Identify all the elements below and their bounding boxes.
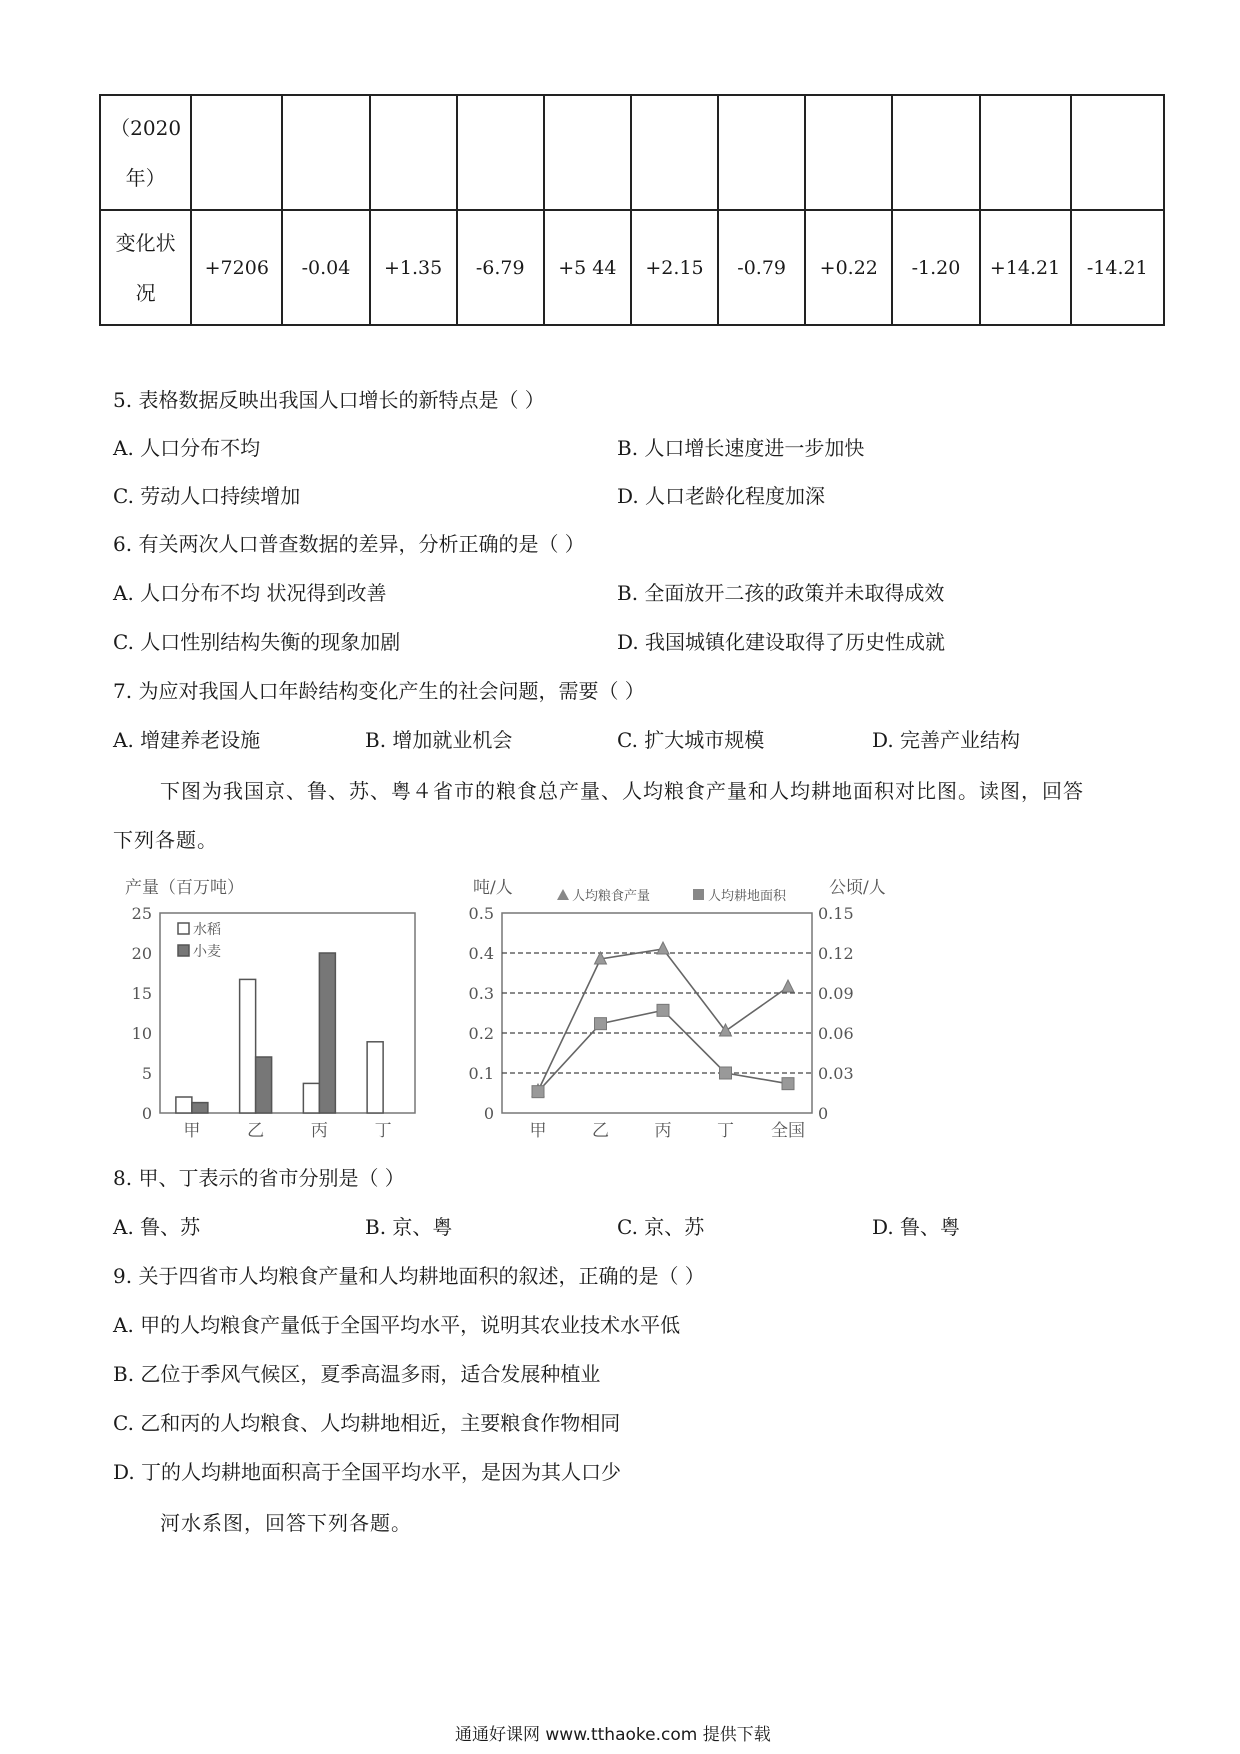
production-bar-chart (105, 870, 435, 1145)
question-7-option-d: D. 完善产业结构 (872, 728, 1021, 752)
question-5-stem: 5. 表格数据反映出我国人口增长的新特点是（ ） (113, 388, 545, 412)
line-right-tick-label: 0.09 (818, 984, 854, 1003)
table-cell (980, 95, 1071, 210)
question-6-stem: 6. 有关两次人口普查数据的差异，分析正确的是（ ） (113, 532, 585, 556)
bar-x-tick-label: 甲 (183, 1121, 201, 1141)
row-header-line: 况 (135, 280, 156, 305)
legend-label-farmland-per-capita: 人均耕地面积 (708, 889, 787, 904)
question-8-option-d: D. 鲁、粤 (872, 1215, 961, 1239)
question-8-option-a: A. 鲁、苏 (113, 1215, 201, 1239)
bar-y-tick-label: 0 (141, 1104, 152, 1123)
question-6-option-b: B. 全面放开二孩的政策并未取得成效 (617, 581, 945, 605)
table-cell: -6.79 (457, 210, 544, 325)
question-8-option-c: C. 京、苏 (617, 1215, 705, 1239)
line-left-tick-label: 0 (483, 1104, 494, 1123)
farmland-per-capita-point (595, 1018, 607, 1030)
line-right-tick-label: 0 (818, 1104, 829, 1123)
table-row (100, 95, 1164, 210)
farmland-per-capita-point (657, 1004, 669, 1016)
bar-wheat (319, 953, 335, 1113)
bar-y-tick-label: 10 (131, 1024, 152, 1043)
farmland-per-capita-point (782, 1078, 794, 1090)
question-6-option-d: D. 我国城镇化建设取得了历史性成就 (617, 630, 946, 654)
line-chart-right-axis-label: 公顷/人 (829, 878, 886, 898)
question-5-option-b: B. 人口增长速度进一步加快 (617, 436, 865, 460)
line-x-tick-label: 丁 (717, 1121, 734, 1141)
row-header (100, 210, 191, 325)
table-cell (805, 95, 892, 210)
table-cell (191, 95, 282, 210)
per-capita-line-chart (455, 870, 915, 1145)
line-right-tick-label: 0.06 (818, 1024, 854, 1043)
intro-paragraph-2: 河水系图，回答下列各题。 (160, 1511, 412, 1535)
line-left-tick-label: 0.5 (468, 904, 494, 923)
line-right-tick-label: 0.12 (818, 944, 854, 963)
line-chart-left-axis-label: 吨/人 (473, 878, 513, 898)
question-9-option-a: A. 甲的人均粮食产量低于全国平均水平，说明其农业技术水平低 (113, 1313, 681, 1337)
census-change-table (99, 94, 1165, 326)
line-x-tick-label: 丙 (654, 1121, 672, 1141)
question-8-option-b: B. 京、粤 (365, 1215, 453, 1239)
farmland-per-capita-point (720, 1067, 732, 1079)
question-9-option-b: B. 乙位于季风气候区，夏季高温多雨，适合发展种植业 (113, 1362, 601, 1386)
grain-per-capita-point (657, 942, 669, 954)
farmland-per-capita-point (532, 1086, 544, 1098)
question-8-stem: 8. 甲、丁表示的省市分别是（ ） (113, 1166, 405, 1190)
bar-rice (176, 1097, 192, 1113)
legend-label-rice: 水稻 (193, 922, 221, 938)
line-left-tick-label: 0.3 (468, 984, 494, 1003)
grain-per-capita-point (782, 980, 794, 992)
bar-y-tick-label: 5 (141, 1064, 152, 1083)
question-9-option-c: C. 乙和丙的人均粮食、人均耕地相近，主要粮食作物相同 (113, 1411, 621, 1435)
line-x-tick-label: 全国 (771, 1121, 805, 1141)
footer-source: 通通好课网 www.tthaoke.com 提供下载 (455, 1725, 771, 1745)
intro-paragraph-line-2: 下列各题。 (113, 828, 218, 852)
bar-y-tick-label: 20 (131, 944, 152, 963)
legend-swatch-wheat (178, 945, 189, 956)
question-9-stem: 9. 关于四省市人均粮食产量和人均耕地面积的叙述，正确的是（ ） (113, 1264, 705, 1288)
question-5-option-a: A. 人口分布不均 (113, 436, 261, 460)
table-cell (631, 95, 718, 210)
row-header-line: 变化状 (115, 230, 176, 255)
table-cell: +5 44 (544, 210, 631, 325)
line-right-tick-label: 0.15 (818, 904, 854, 923)
bar-x-tick-label: 乙 (247, 1121, 265, 1141)
table-cell: -14.21 (1071, 210, 1164, 325)
row-header (100, 95, 191, 210)
legend-swatch-rice (178, 923, 189, 934)
line-left-tick-label: 0.2 (468, 1024, 494, 1043)
legend-label-grain-per-capita: 人均粮食产量 (572, 889, 651, 904)
question-7-option-b: B. 增加就业机会 (365, 728, 513, 752)
bar-rice (303, 1083, 319, 1113)
intro-paragraph-line-1: 下图为我国京、鲁、苏、粤４省市的粮食总产量、人均粮食产量和人均耕地面积对比图。读图，回答 (160, 779, 1084, 803)
table-cell: +14.21 (980, 210, 1071, 325)
table-cell (718, 95, 805, 210)
table-cell (457, 95, 544, 210)
line-right-tick-label: 0.03 (818, 1064, 854, 1083)
line-left-tick-label: 0.4 (468, 944, 494, 963)
bar-wheat (192, 1103, 208, 1113)
table-cell (544, 95, 631, 210)
question-5-option-c: C. 劳动人口持续增加 (113, 484, 301, 508)
table-cell: +0.22 (805, 210, 892, 325)
bar-rice (367, 1042, 383, 1113)
question-7-option-c: C. 扩大城市规模 (617, 728, 765, 752)
table-cell: +1.35 (370, 210, 457, 325)
question-9-option-d: D. 丁的人均耕地面积高于全国平均水平，是因为其人口少 (113, 1460, 622, 1484)
question-6-option-a: A. 人口分布不均 状况得到改善 (113, 581, 387, 605)
table-cell: -0.04 (282, 210, 369, 325)
legend-marker-square (693, 889, 704, 900)
line-x-tick-label: 乙 (592, 1121, 609, 1141)
table-cell (282, 95, 369, 210)
bar-y-tick-label: 15 (131, 984, 152, 1003)
question-7-option-a: A. 增建养老设施 (113, 728, 261, 752)
bar-rice (240, 979, 256, 1113)
table-cell (892, 95, 979, 210)
question-6-option-c: C. 人口性别结构失衡的现象加剧 (113, 630, 401, 654)
table-cell: +7206 (191, 210, 282, 325)
grain-per-capita-line (538, 949, 788, 1091)
table-cell: -1.20 (892, 210, 979, 325)
table-cell (1071, 95, 1164, 210)
table-cell: +2.15 (631, 210, 718, 325)
legend-marker-triangle (557, 889, 569, 900)
bar-x-tick-label: 丙 (310, 1121, 328, 1141)
bar-y-tick-label: 25 (131, 904, 152, 923)
bar-chart-ylabel: 产量（百万吨） (125, 878, 244, 898)
question-7-stem: 7. 为应对我国人口年龄结构变化产生的社会问题，需要（ ） (113, 679, 645, 703)
row-header-line: 年） (125, 165, 166, 190)
table-cell (370, 95, 457, 210)
line-x-tick-label: 甲 (529, 1121, 547, 1141)
line-left-tick-label: 0.1 (468, 1064, 494, 1083)
table-row (100, 210, 1164, 325)
legend-label-wheat: 小麦 (193, 944, 221, 960)
row-header-line: （2020 (110, 115, 182, 140)
farmland-per-capita-line (538, 1010, 788, 1091)
bar-wheat (256, 1057, 272, 1113)
question-5-option-d: D. 人口老龄化程度加深 (617, 484, 826, 508)
bar-x-tick-label: 丁 (374, 1121, 392, 1141)
table-cell: -0.79 (718, 210, 805, 325)
